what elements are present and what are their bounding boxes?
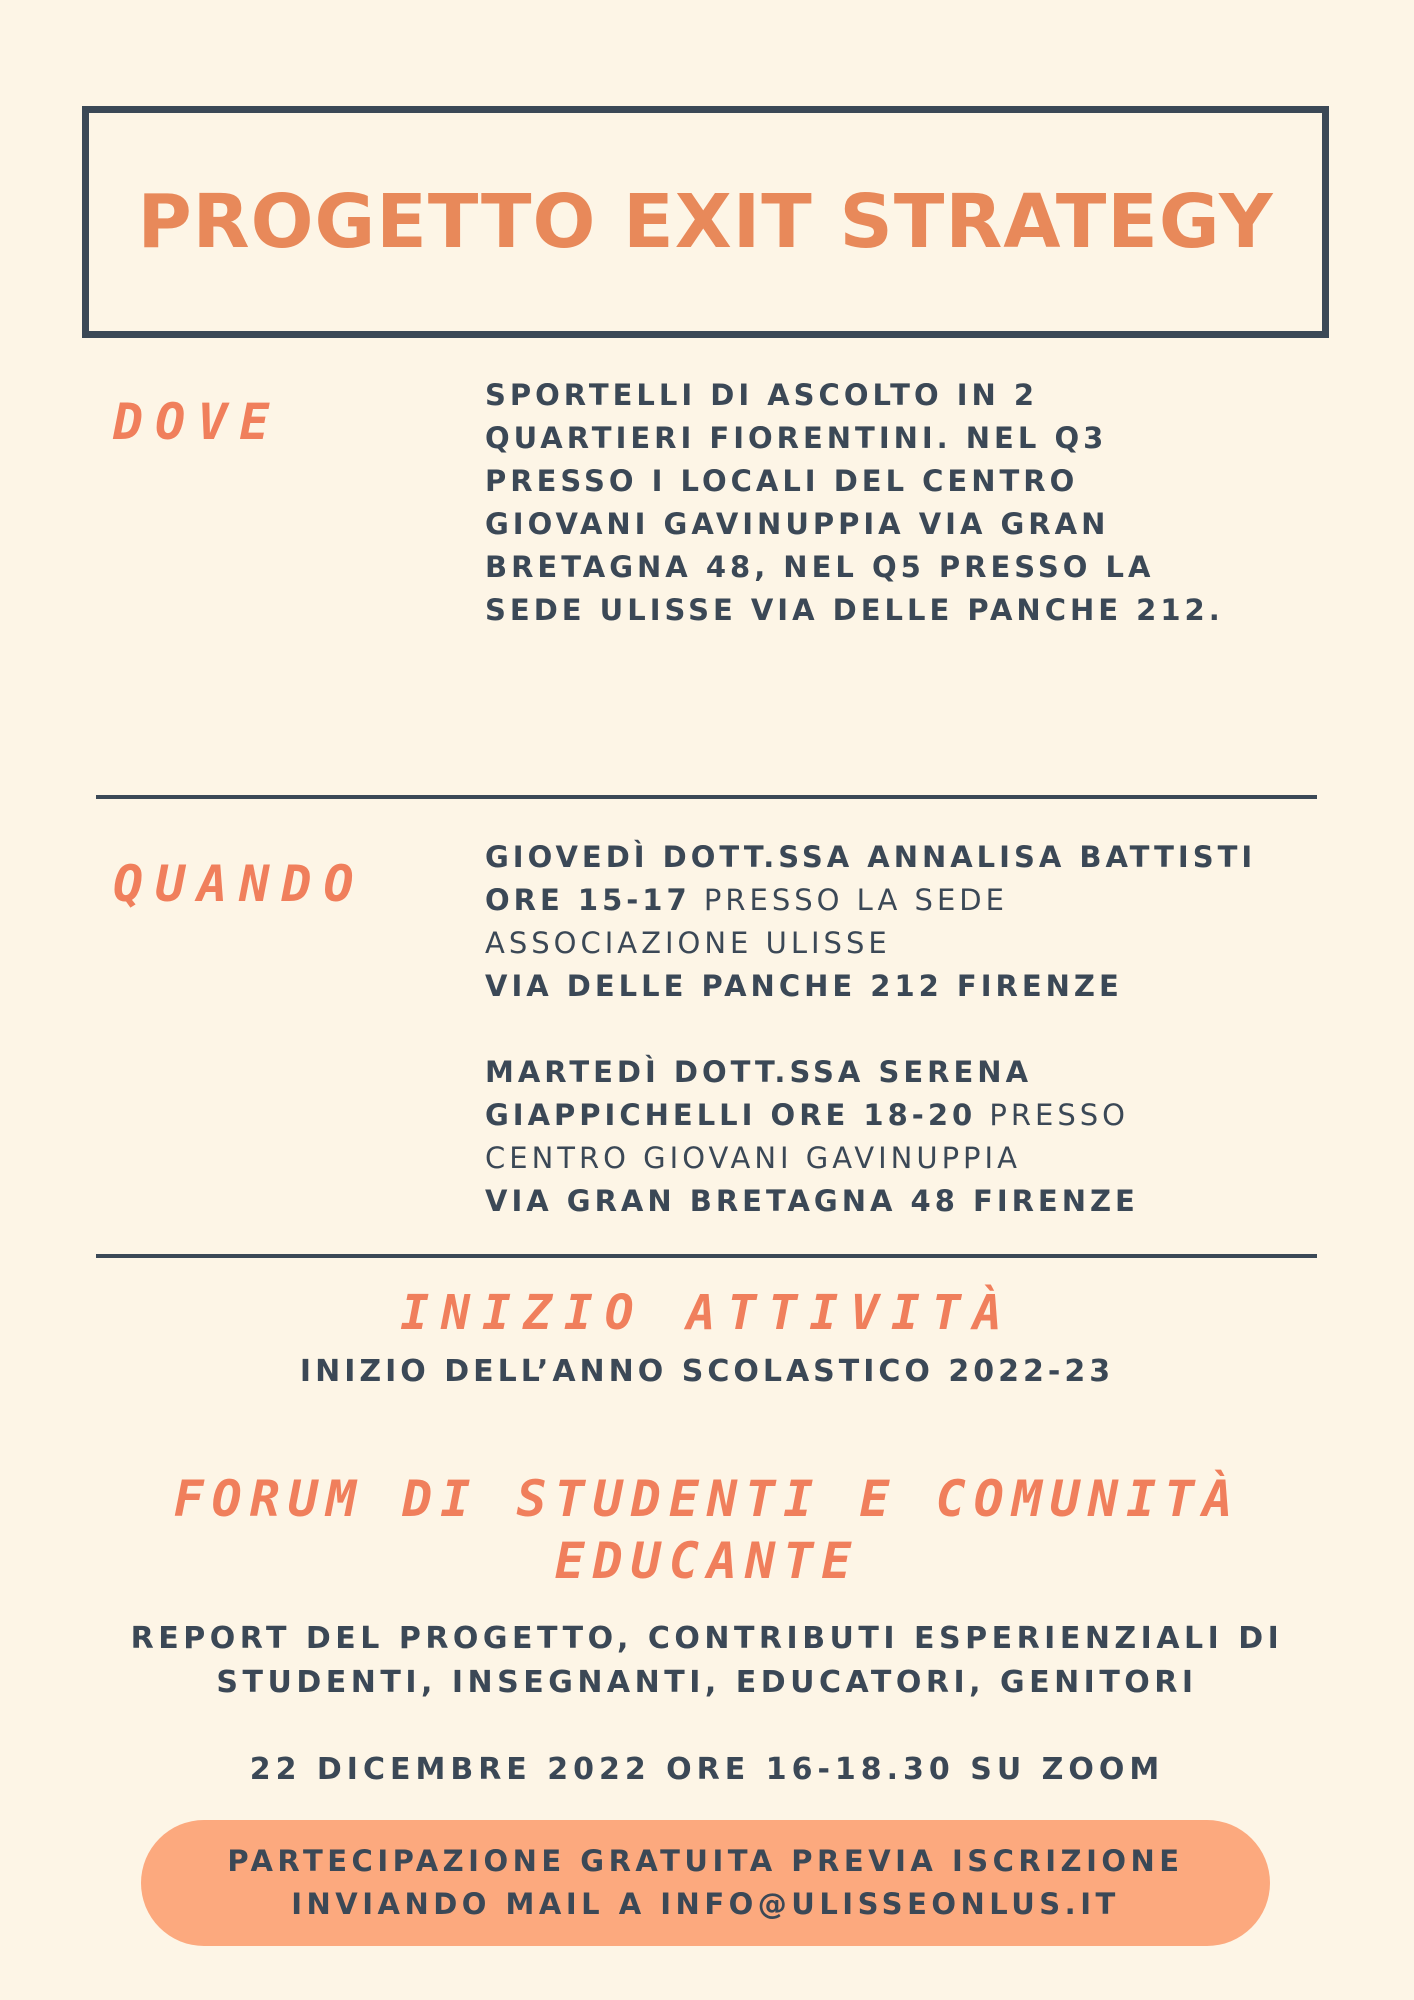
quando-hours: GIAPPICHELLI ORE 18-20 <box>485 1098 977 1132</box>
quando-line <box>485 879 1256 922</box>
forum-heading-line: FORUM DI STUDENTI E COMUNITÀ <box>173 1470 1241 1528</box>
quando-line: GIOVEDÌ DOTT.SSA ANNALISA BATTISTI <box>485 840 1257 874</box>
divider <box>96 1254 1317 1258</box>
inizio-text: INIZIO DELL’ANNO SCOLASTICO 2022-23 <box>299 1354 1115 1389</box>
divider <box>96 795 1317 799</box>
forum-report-line: STUDENTI, INSEGNANTI, EDUCATORI, GENITORI <box>216 1665 1198 1700</box>
quando-address: VIA DELLE PANCHE 212 FIRENZE <box>485 969 1123 1003</box>
forum-report <box>0 1617 1414 1705</box>
dove-line: PRESSO I LOCALI DEL CENTRO <box>485 464 1079 498</box>
dove-description <box>485 374 1224 632</box>
quando-line: CENTRO GIOVANI GAVINUPPIA <box>485 1141 1021 1175</box>
dove-line: BRETAGNA 48, NEL Q5 PRESSO LA <box>485 550 1155 584</box>
dove-label: DOVE <box>113 393 282 451</box>
registration-line: PARTECIPAZIONE GRATUITA PREVIA ISCRIZIONE <box>227 1844 1184 1878</box>
quando-address: VIA GRAN BRETAGNA 48 FIRENZE <box>485 1184 1139 1218</box>
dove-line: QUARTIERI FIORENTINI. NEL Q3 <box>485 421 1108 455</box>
spacer <box>485 1008 1256 1051</box>
forum-report-line: REPORT DEL PROGETTO, CONTRIBUTI ESPERIENZIALI DI <box>130 1621 1284 1656</box>
page-title: PROGETTO EXIT STRATEGY <box>137 179 1274 265</box>
quando-line <box>485 1094 1256 1137</box>
dove-line: SEDE ULISSE VIA DELLE PANCHE 212. <box>485 593 1224 627</box>
registration-email-line: INVIANDO MAIL A INFO@ULISSEONLUS.IT <box>291 1887 1120 1921</box>
quando-label: QUANDO <box>113 855 366 913</box>
quando-line: MARTEDÌ DOTT.SSA SERENA <box>485 1055 1033 1089</box>
quando-location-text: PRESSO <box>976 1098 1130 1132</box>
dove-line: GIOVANI GAVINUPPIA VIA GRAN <box>485 507 1110 541</box>
inizio-heading: INIZIO ATTIVITÀ <box>400 1285 1014 1341</box>
quando-hours: ORE 15-17 <box>485 883 691 917</box>
quando-location-text: PRESSO LA SEDE <box>690 883 1008 917</box>
forum-date: 22 DICEMBRE 2022 ORE 16-18.30 SU ZOOM <box>249 1752 1165 1787</box>
quando-line: ASSOCIAZIONE ULISSE <box>485 926 891 960</box>
forum-heading <box>0 1468 1414 1592</box>
dove-line: SPORTELLI DI ASCOLTO IN 2 <box>485 378 1039 412</box>
title-box <box>82 106 1329 338</box>
quando-description <box>485 836 1256 1223</box>
registration-pill <box>141 1820 1270 1946</box>
forum-heading-line: EDUCANTE <box>554 1532 860 1590</box>
